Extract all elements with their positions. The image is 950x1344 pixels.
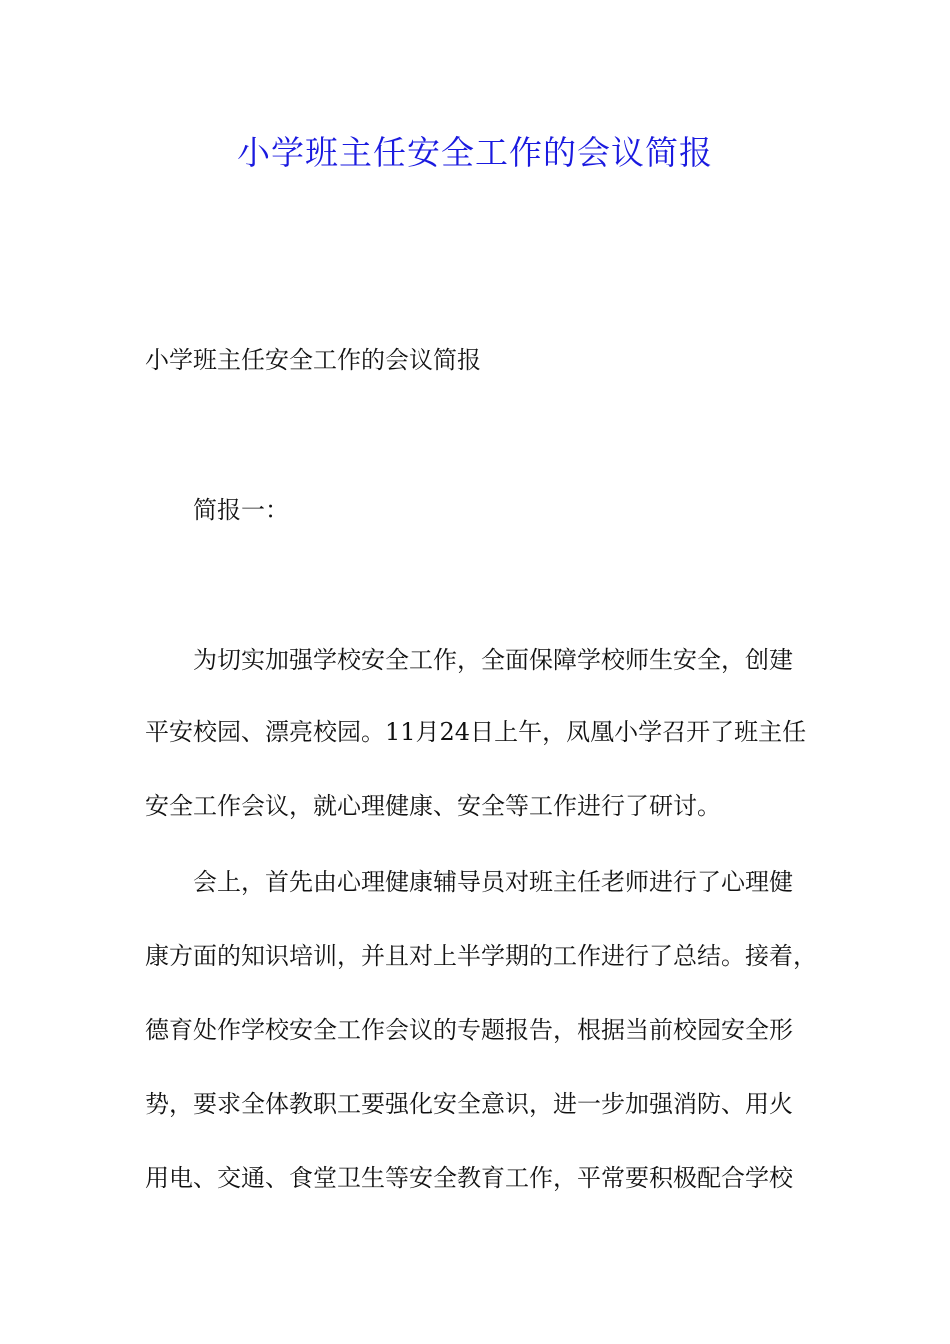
paragraph-2-line-5: 用电、交通、食堂卫生等安全教育工作，平常要积极配合学校 <box>145 1164 793 1192</box>
paragraph-1-line-2: 平安校园、漂亮校园。11月24日上午，凤凰小学召开了班主任 <box>145 718 807 746</box>
paragraph-2-line-4: 势，要求全体教职工要强化安全意识，进一步加强消防、用火 <box>145 1090 793 1118</box>
document-title: 小学班主任安全工作的会议简报 <box>237 133 713 172</box>
paragraph-2-line-1: 会上，首先由心理健康辅导员对班主任老师进行了心理健 <box>193 868 793 896</box>
paragraph-2-line-2: 康方面的知识培训，并且对上半学期的工作进行了总结。接着， <box>145 942 817 970</box>
section-label: 简报一： <box>193 496 289 524</box>
paragraph-1-line-1: 为切实加强学校安全工作，全面保障学校师生安全，创建 <box>193 646 793 674</box>
paragraph-2-line-3: 德育处作学校安全工作会议的专题报告，根据当前校园安全形 <box>145 1016 793 1044</box>
document-subtitle: 小学班主任安全工作的会议简报 <box>145 346 481 374</box>
paragraph-1-line-3: 安全工作会议，就心理健康、安全等工作进行了研讨。 <box>145 792 721 820</box>
